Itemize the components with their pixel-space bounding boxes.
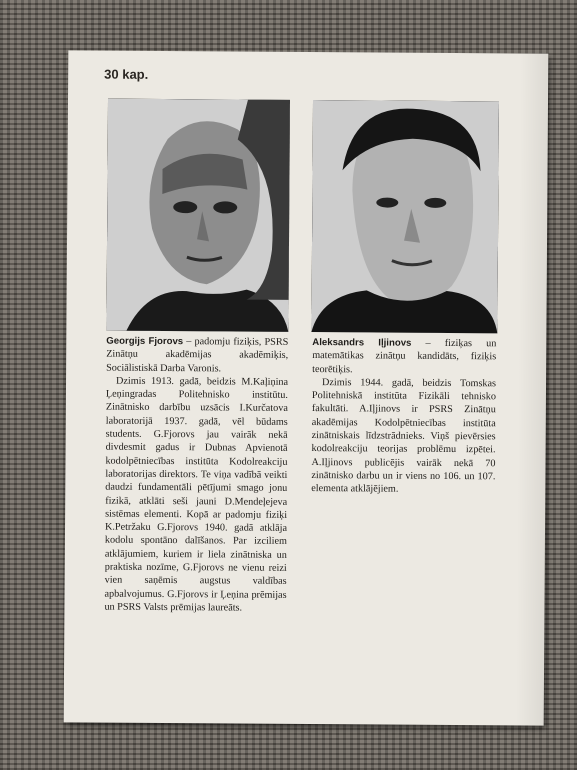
book-back-cover <box>64 50 549 725</box>
bio-intro: – padomju fiziķis, PSRS Zinātņu akadēmijas akadēmiķis, Sociālistiskā Darba Varonis. <box>106 336 289 375</box>
bio-text-iljinovs <box>311 336 496 497</box>
bio-body: Dzimis 1944. gadā, beidzis Tomskas Politehniskā institūta Fizikāli tehnisko fakultāti. A.Iļjinovs ir PSRS Zinātņu akadēmijas Kodolpētniecības institūta zinātniskais līdzstrādnieks. Viņš pievērsies kodolreakciju teorijas problēmu izpētei. A.Iļjinovs publicējis vairāk nekā 70 zinātnisko darbu un ir viens no 106. un 107. elementa atklājējiem. <box>311 377 497 495</box>
bio-name: Georgijs Fjorovs <box>106 335 184 348</box>
bio-intro: – fiziķas un matemātikas zinātņu kandidāts, fiziķis teorētiķis. <box>312 337 497 375</box>
price-label: 30 kap. <box>104 66 149 82</box>
bio-body: Dzimis 1913. gadā, beidzis M.Kaļiņina Ļeņingradas Politehnisko institūtu. Zinātnisko darbību uzsācis I.Kurčatova laboratorijā 1937. gadā, vēl būdams students. G.Fjorovs jau vairāk nekā divdesmit gadus ir Dubnas Apvienotā kodolpētniecības institūta Kodolreakciju laboratorijas direktors. Te viņa vadībā veikti daudzi fundamentāli pētījumi smago jonu fizikā, atklāti seši jauni D.Mendeļejeva sistēmas elementi. Kopā ar padomju fiziķi K.Petržaku G.Fjorovs 1940. gadā atklāja kodolu spontāno dalīšanos. Par izciliem atklājumiem, kuriem ir liela zinātniska un praktiska nozīme, G.Fjorovs ne vienu reizi vien saņēmis augstus valdības apbalvojumus. G.Fjorovs ir Ļeņina prēmijas un PSRS Valsts prēmijas laureāts. <box>104 375 289 614</box>
portrait-photo-iljinovs <box>311 100 499 333</box>
bio-name: Aleksandrs Iļjinovs <box>312 337 412 349</box>
portrait-photo-fjorovs <box>106 99 290 332</box>
bio-text-fjorovs <box>104 335 288 615</box>
